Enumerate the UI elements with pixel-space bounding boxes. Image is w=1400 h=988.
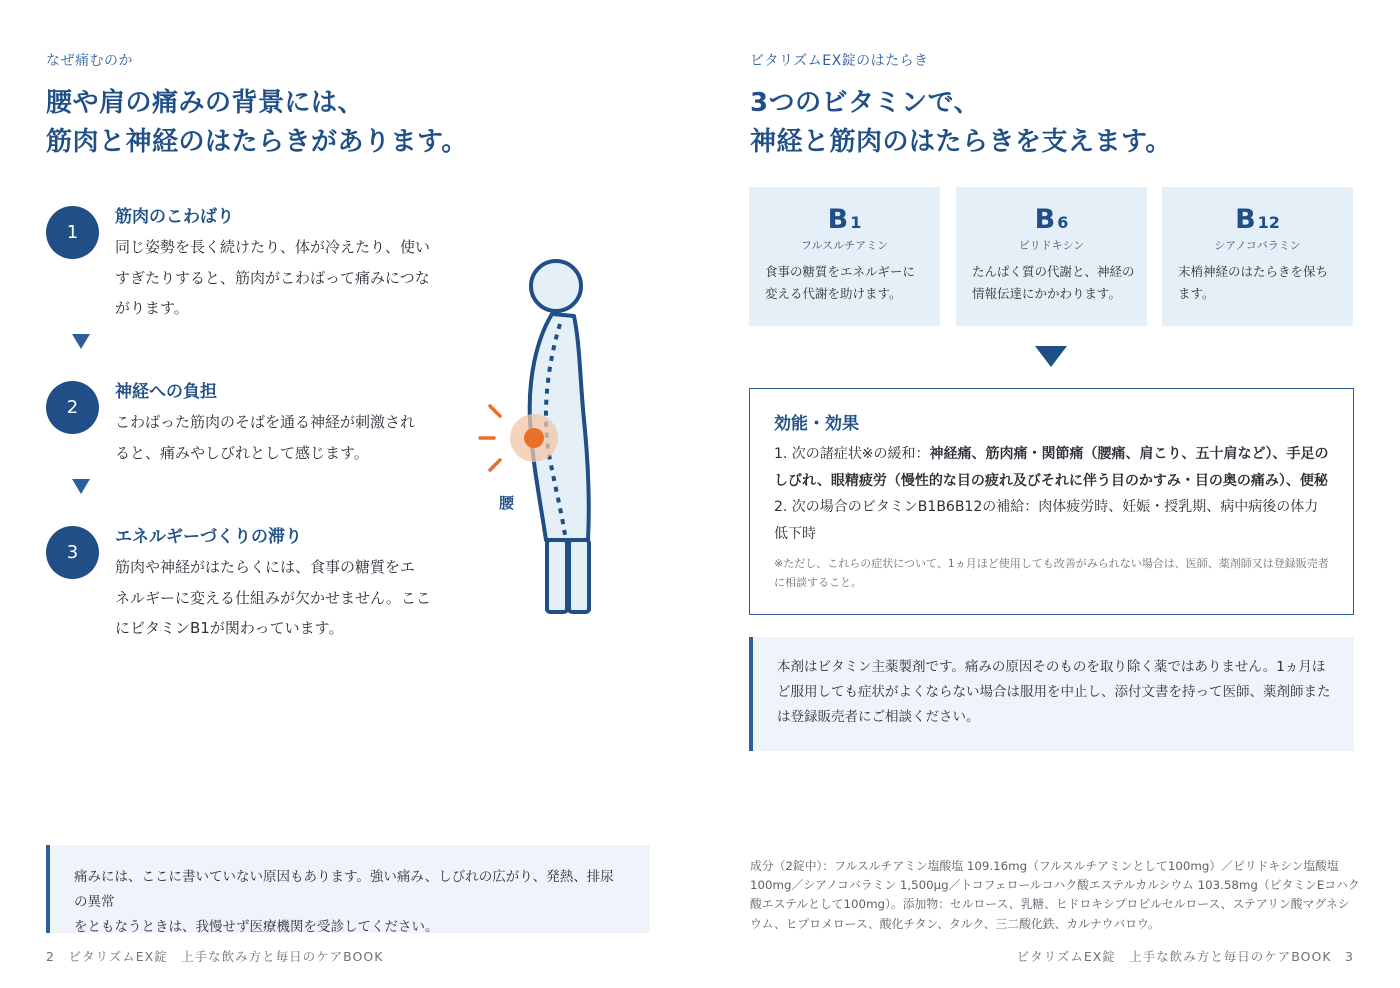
section-label: ビタリズムEX錠のはたらき bbox=[750, 53, 929, 69]
step-title: 神経への負担 bbox=[115, 382, 217, 402]
step-down-arrow-icon bbox=[72, 479, 90, 494]
vitamin-code: B 12 bbox=[1235, 204, 1280, 235]
down-arrow-icon bbox=[1035, 346, 1067, 367]
efficacy-item-1-symptoms: 神経痛、筋肉痛・関節痛（腰痛、肩こり、五十肩など）、手足のしびれ、眼精疲労（慢性的な目の疲れ及びそれに伴う目のかすみ・目の奥の痛み）、便秘 bbox=[774, 446, 1329, 489]
efficacy-item-2: 2. 次の場合のビタミンB1B6B12の補給：肉体疲労時、妊娠・授乳期、病中病後の体力低下時 bbox=[774, 499, 1319, 542]
step-number-badge: 3 bbox=[46, 526, 99, 579]
efficacy-item-1-prefix: 1. 次の諸症状※の緩和： bbox=[774, 446, 930, 462]
body-side-figure-icon bbox=[470, 250, 610, 630]
figure-label-lower-back: 腰 bbox=[499, 494, 515, 512]
vitamin-name: シアノコバラミン bbox=[1214, 239, 1301, 252]
efficacy-footnote: ※ただし、これらの症状について、1ヵ月ほど使用しても改善がみられない場合は、医師、薬剤師又は登録販売者に相談すること。 bbox=[774, 557, 1329, 589]
step-body: こわばった筋肉のそばを通る神経が刺激され ると、痛みやしびれとして感じます。 bbox=[115, 413, 416, 462]
step-title: 筋肉のこわばり bbox=[115, 207, 234, 227]
caution-note: 痛みには、ここに書いていない原因もあります。強い痛み、しびれの広がり、発熱、排尿の異常 をともなうときは、我慢せず医療機関を受診してください。 bbox=[46, 845, 650, 933]
vitamin-code: B 1 bbox=[827, 204, 862, 235]
step-title: エネルギーづくりの滞り bbox=[115, 527, 302, 547]
efficacy-title: 効能・効果 bbox=[774, 414, 859, 434]
page-headline: 腰や肩の痛みの背景には、 筋肉と神経のはたらきがあります。 bbox=[46, 88, 468, 157]
page-headline: 3つのビタミンで、 神経と筋肉のはたらきを支えます。 bbox=[750, 88, 1172, 157]
vitamin-name: フルスルチアミン bbox=[800, 239, 889, 252]
vitamin-code: B 6 bbox=[1034, 204, 1069, 235]
step-number-badge: 2 bbox=[46, 381, 99, 434]
efficacy-box bbox=[749, 388, 1354, 615]
efficacy-text bbox=[774, 441, 1329, 547]
vitamin-description: 食事の糖質をエネルギーに 変える代謝を助けます。 bbox=[765, 264, 916, 301]
ingredients-text: 成分（2錠中）：フルスルチアミン塩酸塩 109.16mg（フルスルチアミンとして100mg）／ピリドキシン塩酸塩 100mg／シアノコバラミン 1,500μg／トコフェロールコハク酸エステルカルシウム 103.58mg（ビタミンEコハク酸エステルとして100mg）。添加物：セルロース、乳糖、ヒドロキシプロピルセルロース、ステアリン酸マグネシウム、ヒプロメロース、酸化チタン、タルク、三二酸化鉄、カルナウバロウ。 bbox=[750, 859, 1360, 931]
step-down-arrow-icon bbox=[72, 334, 90, 349]
step-body: 筋肉や神経がはたらくには、食事の糖質をエ ネルギーに変える仕組みが欠かせません。ここ にビタミンB1が関わっています。 bbox=[115, 558, 431, 637]
page-footer: ビタリズムEX錠 上手な飲み方と毎日のケアBOOK 3 bbox=[1016, 949, 1354, 964]
step-number-badge: 1 bbox=[46, 206, 99, 259]
product-note: 本剤はビタミン主薬製剤です。痛みの原因そのものを取り除く薬ではありません。1ヵ月ほど服用しても症状がよくならない場合は服用を中止し、添付文書を持って医師、薬剤師または登録販売者にご相談ください。 bbox=[749, 637, 1354, 751]
vitamin-description: 末梢神経のはたらきを保ち ます。 bbox=[1178, 264, 1329, 301]
vitamin-card-b6 bbox=[956, 187, 1147, 326]
vitamin-description: たんぱく質の代謝と、神経の 情報伝達にかかわります。 bbox=[972, 264, 1135, 301]
step-body: 同じ姿勢を長く続けたり、体が冷えたり、使い すぎたりすると、筋肉がこわばって痛みにつな がります。 bbox=[115, 238, 431, 317]
vitamin-name: ピリドキシン bbox=[1018, 239, 1085, 252]
section-label: なぜ痛むのか bbox=[46, 53, 133, 69]
vitamin-card-b12 bbox=[1162, 187, 1353, 326]
vitamin-card-b1 bbox=[749, 187, 940, 326]
page-footer: 2 ビタリズムEX錠 上手な飲み方と毎日のケアBOOK bbox=[46, 949, 384, 964]
